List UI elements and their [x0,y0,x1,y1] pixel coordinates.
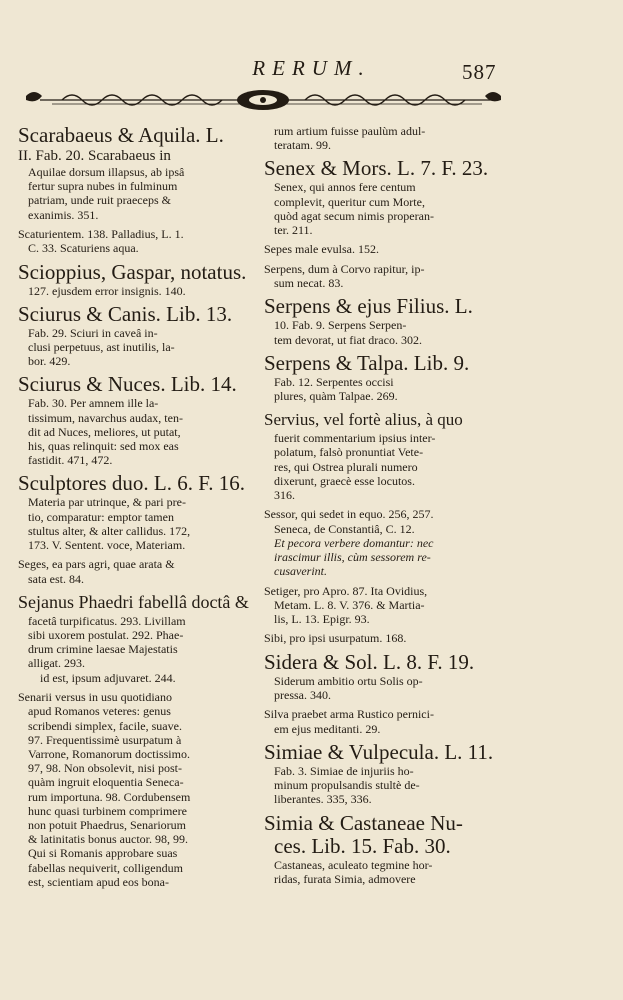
entry-line: 97. Frequentissimè usurpatum à [28,732,182,747]
index-entry [18,261,256,298]
index-entry [264,651,500,702]
index-entry [264,631,500,646]
entry-line: irascimur illis, cùm sessorem re- [274,550,431,565]
entry-line: rum artium fuisse paulùm adul- [274,124,426,138]
entry-line: II. Fab. 20. Scarabaeus in [18,148,171,164]
entry-line: 97, 98. Non obsolevit, nisi post- [28,761,183,776]
entry-heading: Sidera & Sol. L. 8. F. 19. [264,649,475,674]
entry-line: Fab. 30. Per amnem ille la- [28,396,159,411]
entry-line: stultus alter, & alter callidus. 172, [28,523,191,538]
entry-line: teratam. 99. [274,138,331,153]
entry-line: scribendi simplex, facile, suave. [28,718,182,733]
entry-heading: Sejanus Phaedri fabellâ doctâ & [18,591,249,612]
entry-line: lis, L. 13. Epigr. 93. [274,612,370,627]
entry-line: res, qui Ostrea plurali numero [274,459,418,474]
entry-line: & latinitatis bonus auctor. 98, 99. [28,832,188,847]
index-entry [264,124,500,152]
entry-line: fertur supra nubes in fulminum [28,179,178,194]
entry-line: apud Romanos veteres: genus [28,704,171,719]
entry-line: Materia par utrinque, & pari pre- [28,495,186,510]
entry-line: tem devorat, ut fiat draco. 302. [274,332,422,347]
entry-line: Sessor, qui sedet in equo. 256, 257. [264,507,434,522]
index-entry [18,227,256,256]
entry-line: ridas, furata Simia, admovere [274,871,416,886]
entry-line: pressa. 340. [274,688,331,703]
entry-heading: Scioppius, Gaspar, notatus. [18,259,247,284]
index-entry [264,584,500,627]
entry-line: Sepes male evulsa. 152. [264,242,379,257]
entry-line: liberantes. 335, 336. [274,792,372,807]
entry-line: alligat. 293. [28,656,85,671]
entry-line: bor. 429. [28,354,71,369]
index-column-right [264,124,500,891]
entry-line: fuerit commentarium ipsius inter- [274,431,436,446]
entry-line: 316. [274,488,295,503]
entry-line: ces. Lib. 15. Fab. 30. [274,833,451,858]
entry-line: plures, quàm Talpae. 269. [274,389,398,404]
entry-heading: Serpens & Talpa. Lib. 9. [264,350,470,375]
index-entry [18,690,256,889]
entry-line: minum propulsandis stultè de- [274,778,420,793]
entry-line: Seneca, de Constantiâ, C. 12. [274,521,415,536]
entry-line: Seges, ea pars agri, quae arata & [18,557,175,572]
entry-heading: Sculptores duo. L. 6. F. 16. [18,471,245,496]
entry-line: Silva praebet arma Rustico pernici- [264,707,434,722]
index-entry [264,707,500,736]
entry-line: cusaverint. [274,564,327,579]
entry-line: Fab. 29. Sciuri in caveâ in- [28,325,158,340]
index-entry [264,295,500,346]
index-entry [264,812,500,886]
index-entry [264,242,500,257]
index-entry [264,507,500,578]
entry-line: sum necat. 83. [274,276,344,291]
running-title: RERUM. [252,56,371,80]
entry-line: 127. ejusdem error insignis. 140. [28,283,186,298]
entry-line: his, quas relinquit: sed mox eas [28,438,179,453]
entry-line: Fab. 12. Serpentes occisi [274,374,394,389]
entry-line: tio, comparatur: emptor tamen [28,509,174,524]
entry-line: Setiger, pro Apro. 87. Ita Ovidius, [264,583,428,598]
entry-line: sibi uxorem postulat. 292. Phae- [28,628,184,643]
entry-heading: Serpens & ejus Filius. L. [264,294,473,319]
entry-line: non potuit Phaedrus, Senariorum [28,818,186,832]
entry-heading: Sciurus & Canis. Lib. 13. [18,301,233,326]
entry-line: dixerunt, graecè esse locutos. [274,473,415,488]
index-entry [264,157,500,237]
index-column-left [18,124,256,894]
entry-line: C. 33. Scaturiens aqua. [28,241,139,256]
entry-line: Metam. L. 8. V. 376. & Martia- [274,598,425,613]
entry-line: sata est. 84. [28,571,84,586]
entry-line: Scaturientem. 138. Palladius, L. 1. [18,226,184,241]
index-entry [18,124,256,222]
entry-line: Aquilae dorsum illapsus, ab ipsâ [28,165,185,179]
entry-line: tissimum, navarchus audax, ten- [28,410,183,425]
index-entry [264,741,500,807]
entry-line: fastidit. 471, 472. [28,453,113,468]
entry-line: Sibi, pro ipsi usurpatum. 168. [264,631,407,646]
entry-line: est, scientiam apud eos bona- [28,874,169,889]
entry-line: Siderum ambitio ortu Solis op- [274,673,423,688]
entry-line: 10. Fab. 9. Serpens Serpen- [274,318,407,333]
entry-heading: Scarabaeus & Aquila. L. [18,123,224,147]
entry-line: Et pecora verbere domantur: nec [274,535,434,550]
index-entry [264,352,500,403]
entry-line: ter. 211. [274,223,313,238]
index-entry [18,472,256,552]
entry-line: dit ad Nuces, meliores, ut putat, [28,424,181,439]
entry-line: hunc quasi turbinem comprimere [28,803,187,818]
entry-line: Fab. 3. Simiae de injuriis ho- [274,764,414,779]
entry-line: Senarii versus in usu quotidiano [18,689,172,704]
entry-line: patriam, unde ruit praeceps & [28,193,171,208]
entry-line: 173. V. Sentent. voce, Materiam. [28,537,186,552]
entry-line: quàm ingruit eloquentia Seneca- [28,775,184,790]
index-entry [264,262,500,291]
entry-line: drum crimine laesae Majestatis [28,642,178,657]
index-entry [18,373,256,467]
decorative-ornament-icon [22,86,505,114]
entry-line: exanimis. 351. [28,207,99,222]
entry-heading: Simia & Castaneae Nu- [264,810,463,835]
index-entry [18,303,256,369]
entry-line: clusi perpetuus, ast inutilis, la- [28,339,175,354]
entry-line: quòd agat secum nimis properan- [274,208,434,223]
entry-line: complevit, queritur cum Morte, [274,194,425,209]
entry-heading: Simiae & Vulpecula. L. 11. [264,740,494,765]
entry-line: polatum, falsò pronuntiat Vete- [274,445,424,460]
entry-line: Senex, qui annos fere centum [274,180,416,195]
page-number: 587 [462,60,497,84]
entry-line: Varrone, Romanorum doctissimo. [28,746,190,761]
entry-line: Castaneas, aculeato tegmine hor- [274,857,433,872]
entry-heading: Servius, vel fortè alius, à quo [264,410,463,430]
entry-line: facetâ turpificatus. 293. Livillam [28,613,186,628]
index-entry [18,557,256,586]
entry-line: fabellas nequiverit, colligendum [28,860,183,875]
index-entry [264,408,500,502]
entry-heading: Sciurus & Nuces. Lib. 14. [18,372,237,397]
entry-line: rum importuna. 98. Cordubensem [28,789,191,804]
entry-line: id est, ipsum adjuvaret. 244. [40,670,176,685]
entry-line: Qui si Romanis approbare suas [28,846,178,861]
entry-line: Serpens, dum à Corvo rapitur, ip- [264,261,425,276]
entry-line: em ejus meditanti. 29. [274,721,381,736]
index-entry [18,591,256,685]
entry-heading: Senex & Mors. L. 7. F. 23. [264,156,489,181]
